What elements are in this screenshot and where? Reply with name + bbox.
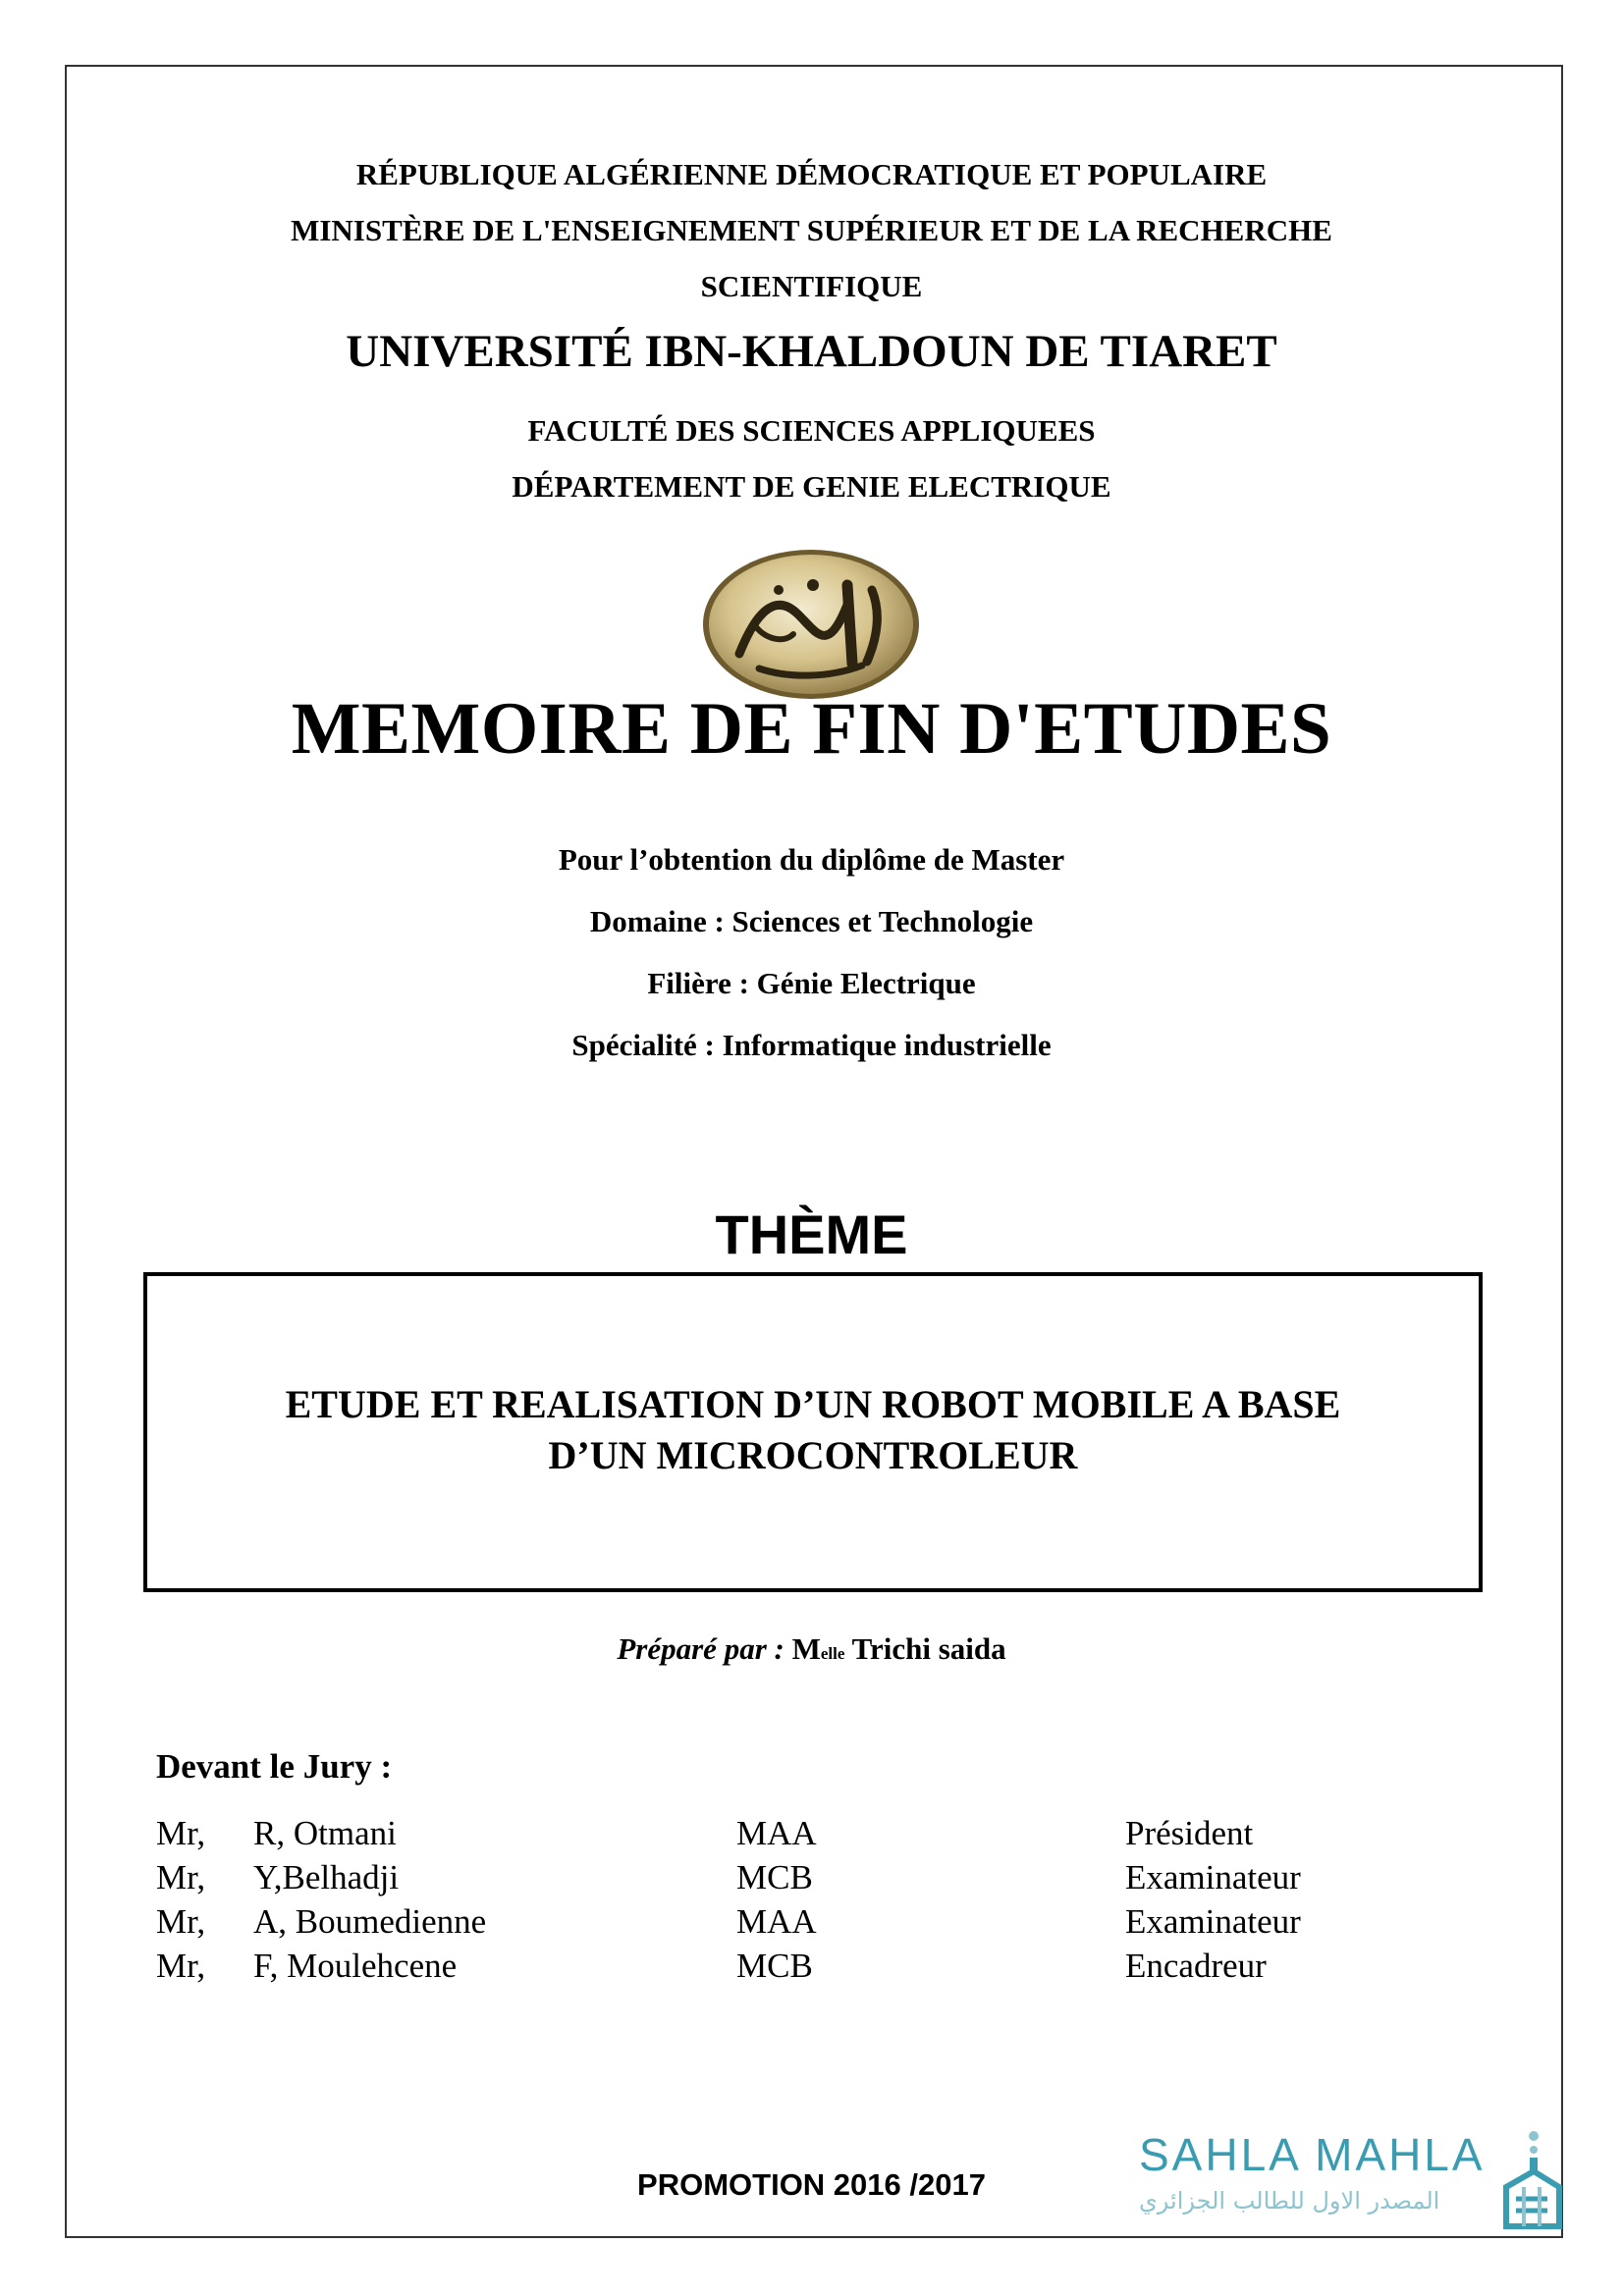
jury-member-name: R, Otmani <box>253 1814 397 1852</box>
jury-member-role: Président <box>1125 1814 1254 1852</box>
university-seal-icon <box>700 546 922 703</box>
sahla-mahla-emblem-icon <box>1500 2128 1563 2236</box>
theme-title-line1: ETUDE ET REALISATION D’UN ROBOT MOBILE A BASE <box>285 1382 1341 1426</box>
author-name: Trichi saida <box>851 1631 1006 1666</box>
domain-line: Domaine : Sciences et Technologie <box>589 904 1034 938</box>
jury-member-role: Encadreur <box>1125 1947 1267 1985</box>
theme-heading: THÈME <box>715 1203 908 1265</box>
faculty-name: FACULTÉ DES SCIENCES APPLIQUEES <box>527 413 1096 448</box>
jury-member-name: Y,Belhadji <box>253 1858 400 1896</box>
jury-member-row <box>0 1858 1623 1903</box>
jury-member-name: F, Moulehcene <box>253 1947 458 1985</box>
jury-title: Devant le Jury : <box>156 1747 393 1786</box>
sahla-mahla-watermark <box>1139 2128 1563 2236</box>
jury-member-role: Examinateur <box>1125 1902 1301 1941</box>
prepared-by-label: Préparé par : <box>617 1631 784 1666</box>
ministry-heading-line1: MINISTÈRE DE L'ENSEIGNEMENT SUPÉRIEUR ET DE LA RECHERCHE <box>291 213 1332 247</box>
diploma-purpose: Pour l’obtention du diplôme de Master <box>558 842 1065 877</box>
jury-member-grade: MAA <box>736 1814 817 1852</box>
jury-member-title: Mr, <box>156 1858 206 1896</box>
watermark-brand: SAHLA MAHLA <box>1139 2129 1486 2180</box>
jury-member-row <box>0 1814 1623 1859</box>
university-name: UNIVERSITÉ IBN-KHALDOUN DE TIARET <box>346 326 1277 377</box>
jury-member-name: A, Boumedienne <box>253 1902 487 1941</box>
specialty-line: Spécialité : Informatique industrielle <box>571 1028 1052 1062</box>
republic-heading: RÉPUBLIQUE ALGÉRIENNE DÉMOCRATIQUE ET POPULAIRE <box>355 157 1268 191</box>
honorific-suffix: elle <box>820 1644 845 1663</box>
field-line: Filière : Génie Electrique <box>647 966 976 1000</box>
jury-member-title: Mr, <box>156 1814 206 1852</box>
jury-member-row <box>0 1902 1623 1948</box>
jury-member-grade: MCB <box>736 1858 813 1896</box>
jury-member-title: Mr, <box>156 1947 206 1985</box>
jury-member-grade: MAA <box>736 1902 817 1941</box>
jury-member-role: Examinateur <box>1125 1858 1301 1896</box>
honorific-initial: M <box>791 1631 821 1666</box>
department-name: DÉPARTEMENT DE GENIE ELECTRIQUE <box>512 469 1111 504</box>
theme-title-line2: D’UN MICROCONTROLEUR <box>548 1433 1078 1477</box>
prepared-by <box>0 1631 1623 1667</box>
document-title: MEMOIRE DE FIN D'ETUDES <box>291 688 1332 770</box>
theme-box <box>143 1272 1483 1592</box>
jury-member-title: Mr, <box>156 1902 206 1941</box>
ministry-heading-line2: SCIENTIFIQUE <box>700 269 923 303</box>
promotion-year: PROMOTION 2016 /2017 <box>637 2167 986 2202</box>
jury-member-row <box>0 1947 1623 1992</box>
watermark-tagline: المصدر الاول للطالب الجزائري <box>1139 2187 1440 2215</box>
jury-member-grade: MCB <box>736 1947 813 1985</box>
